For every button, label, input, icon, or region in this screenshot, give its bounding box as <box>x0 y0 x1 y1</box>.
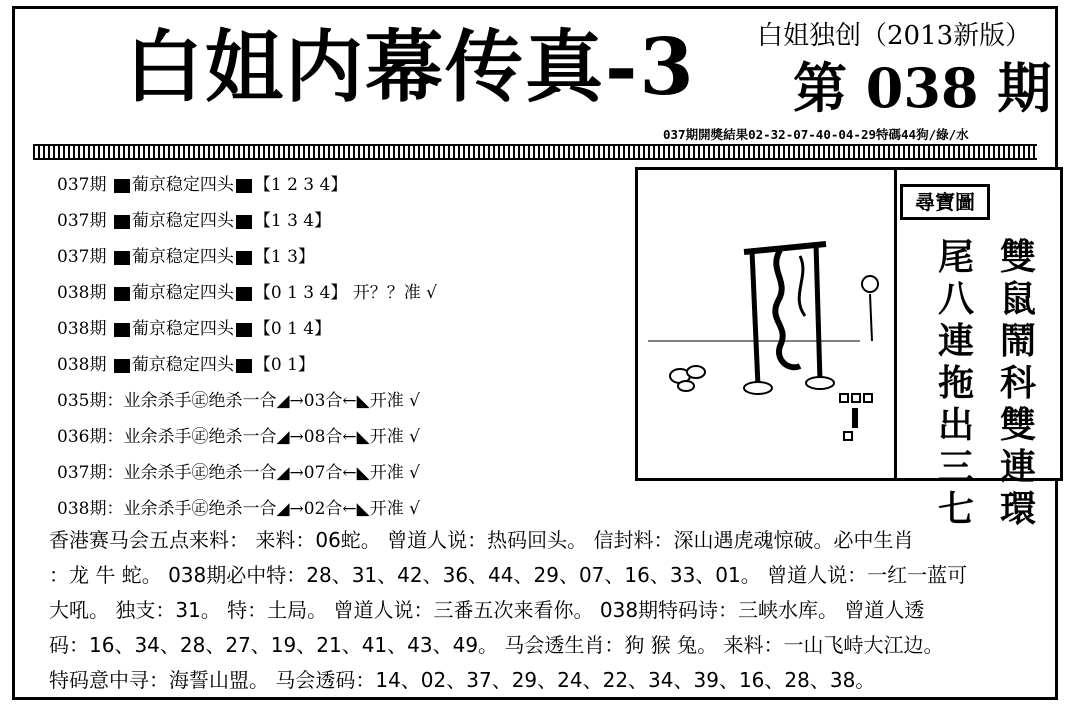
bottom-line: 香港赛马会五点来料： 来料：06蛇。 曾道人说：热码回头。 信封料：深山遇虎魂惊破。必中生肖 <box>49 528 914 552</box>
prediction-row <box>57 347 647 383</box>
row-value: 【1 2 3 4】 <box>253 175 348 195</box>
newsletter-sheet <box>12 6 1058 700</box>
edition-label: 白姐独创（2013新版） <box>757 21 1032 51</box>
row-text: 葡京稳定四头 <box>131 247 234 267</box>
row-value: 【1 3】 <box>253 247 315 267</box>
square-icon <box>236 287 252 301</box>
square-icon <box>114 287 130 301</box>
square-icon <box>236 215 252 229</box>
row-text: 葡京稳定四头 <box>131 319 234 339</box>
vertical-char: 連 <box>999 446 1036 488</box>
vertical-char: 科 <box>999 362 1036 404</box>
row-period: 037期 <box>57 211 107 231</box>
row-period: 038期 <box>57 283 107 303</box>
vertical-char: 環 <box>999 488 1036 530</box>
vertical-char: 鬧 <box>999 320 1036 362</box>
kill-row: 038期：业余杀手㊣绝杀一合◢→02合←◣开准 √ <box>57 499 420 519</box>
row-value: 【0 1 3 4】 <box>253 283 348 303</box>
row-text: 葡京稳定四头 <box>131 211 234 231</box>
treasure-map-illustration <box>640 176 890 476</box>
vertical-char: 鼠 <box>999 278 1036 320</box>
row-text: 葡京稳定四头 <box>131 355 234 375</box>
bottom-text-block <box>49 523 1059 698</box>
square-icon <box>114 323 130 337</box>
bottom-line: 特码意中寻：海誓山盟。 马会透码：14、02、37、29、24、22、34、39、16、28、38。 <box>49 668 876 692</box>
treasure-map-badge: 尋寶圖 <box>900 184 990 220</box>
square-icon <box>236 251 252 265</box>
row-text: 葡京稳定四头 <box>131 283 234 303</box>
row-value: 【0 1】 <box>253 355 315 375</box>
page-title: 白姐内幕传真-3 <box>125 22 696 113</box>
row-text: 葡京稳定四头 <box>131 175 234 195</box>
panel-divider <box>894 170 897 478</box>
prediction-row <box>57 203 647 239</box>
row-period: 038期 <box>57 319 107 339</box>
row-suffix: 开？？准 √ <box>352 283 437 303</box>
prediction-row <box>57 239 647 275</box>
vertical-char: 雙 <box>999 236 1036 278</box>
square-icon <box>114 215 130 229</box>
row-period: 037期 <box>57 247 107 267</box>
bottom-line: 大吼。 独支：31。 特：土局。 曾道人说：三番五次来看你。 038期特码诗：三峡水库。 曾道人透 <box>49 598 925 622</box>
prediction-list <box>57 167 647 527</box>
previous-result: 037期開獎結果02-32-07-40-04-29特碼44狗/綠/水 <box>663 127 969 142</box>
prediction-row <box>57 167 647 203</box>
square-icon <box>114 179 130 193</box>
kill-row: 037期：业余杀手㊣绝杀一合◢→07合←◣开准 √ <box>57 463 420 483</box>
vertical-char: 拖 <box>937 362 974 404</box>
kill-row: 035期：业余杀手㊣绝杀一合◢→03合←◣开准 √ <box>57 391 420 411</box>
bottom-line: 码：16、34、28、27、19、21、41、43、49。 马会透生肖：狗 猴 兔。 来料：一山飞峙大江边。 <box>49 633 944 657</box>
bottom-line: ：龙 牛 蛇。 038期必中特：28、31、42、36、44、29、07、16、33、01。 曾道人说：一红一蓝可 <box>49 563 968 587</box>
vertical-char: 雙 <box>999 404 1036 446</box>
prediction-row <box>57 311 647 347</box>
row-period: 038期 <box>57 355 107 375</box>
vertical-char: 出 <box>937 404 974 446</box>
treasure-map-panel <box>635 167 1063 530</box>
vertical-char: 連 <box>937 320 974 362</box>
vertical-char: 八 <box>937 278 974 320</box>
vertical-char: 三 <box>937 446 974 488</box>
prediction-row <box>57 275 647 311</box>
vertical-text-left <box>936 236 976 530</box>
square-icon <box>114 359 130 373</box>
kill-row: 036期：业余杀手㊣绝杀一合◢→08合←◣开准 √ <box>57 427 420 447</box>
issue-number: 第 038 期 <box>793 56 1052 120</box>
square-icon <box>236 323 252 337</box>
vertical-char: 七 <box>937 488 974 530</box>
row-value: 【0 1 4】 <box>253 319 332 339</box>
row-period: 037期 <box>57 175 107 195</box>
vertical-text-right <box>998 236 1038 530</box>
square-icon <box>114 251 130 265</box>
decorative-divider <box>33 144 1037 160</box>
vertical-char: 尾 <box>937 236 974 278</box>
square-icon <box>236 359 252 373</box>
square-icon <box>236 179 252 193</box>
row-value: 【1 3 4】 <box>253 211 332 231</box>
